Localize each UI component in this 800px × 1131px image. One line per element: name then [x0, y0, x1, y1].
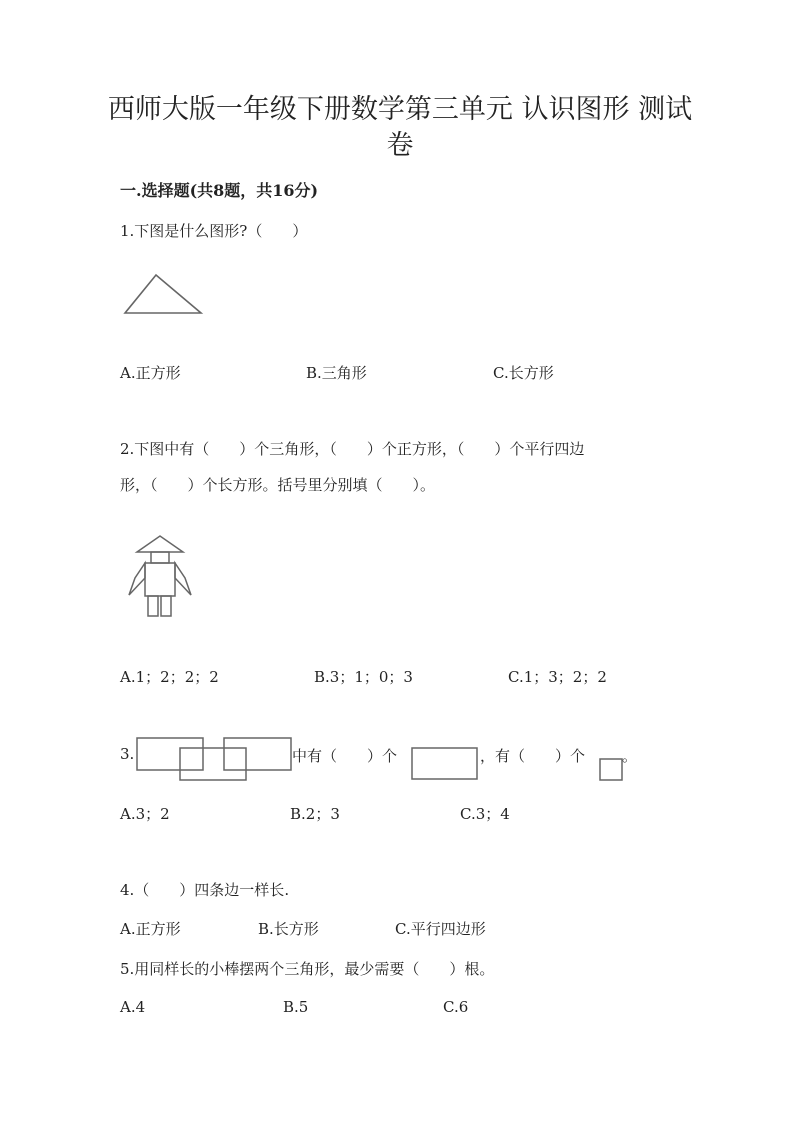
q4-option-b[interactable]: B.长方形 [258, 920, 319, 938]
robot-shapes-icon [125, 533, 200, 623]
q3-option-a[interactable]: A.3；2 [120, 805, 170, 823]
q3-option-b[interactable]: B.2；3 [290, 805, 340, 823]
q2-option-c[interactable]: C.1；3；2；2 [508, 668, 607, 686]
question-2-stem-line1: 2.下图中有（ ）个三角形，（ ）个正方形，（ ）个平行四边 [120, 440, 585, 458]
q4-option-a[interactable]: A.正方形 [120, 920, 181, 938]
question-4-stem: 4.（ ）四条边一样长. [120, 881, 290, 899]
q5-option-a[interactable]: A.4 [120, 998, 146, 1016]
q1-option-b[interactable]: B.三角形 [306, 364, 367, 382]
q5-option-b[interactable]: B.5 [283, 998, 309, 1016]
question-2-stem-line2: 形，（ ）个长方形。括号里分别填（ ）。 [120, 476, 436, 494]
triangle-shape-icon [120, 270, 210, 318]
square-icon [599, 758, 624, 782]
question-1-stem: 1.下图是什么图形?（ ） [120, 222, 308, 240]
section-heading: 一.选择题(共8题，共16分) [120, 181, 319, 200]
question-3-stem-mid2: ，有（ ）个 [480, 747, 586, 765]
question-5-stem: 5.用同样长的小棒摆两个三角形，最少需要（ ）根。 [120, 960, 495, 978]
rectangle-icon [411, 747, 479, 781]
question-3-stem-mid: 中有（ ）个 [292, 747, 398, 765]
question-3-stem-end: 。 [622, 747, 638, 765]
q3-option-c[interactable]: C.3；4 [460, 805, 510, 823]
q5-option-c[interactable]: C.6 [443, 998, 469, 1016]
q4-option-c[interactable]: C.平行四边形 [395, 920, 486, 938]
question-3-number: 3. [120, 745, 135, 763]
page-title: 西师大版一年级下册数学第三单元 认识图形 测试卷 [107, 94, 693, 161]
q2-option-a[interactable]: A.1；2；2；2 [120, 668, 219, 686]
q1-option-a[interactable]: A.正方形 [120, 364, 181, 382]
q2-option-b[interactable]: B.3；1；0；3 [314, 668, 413, 686]
overlapping-rectangles-icon [136, 737, 292, 783]
q1-option-c[interactable]: C.长方形 [493, 364, 554, 382]
